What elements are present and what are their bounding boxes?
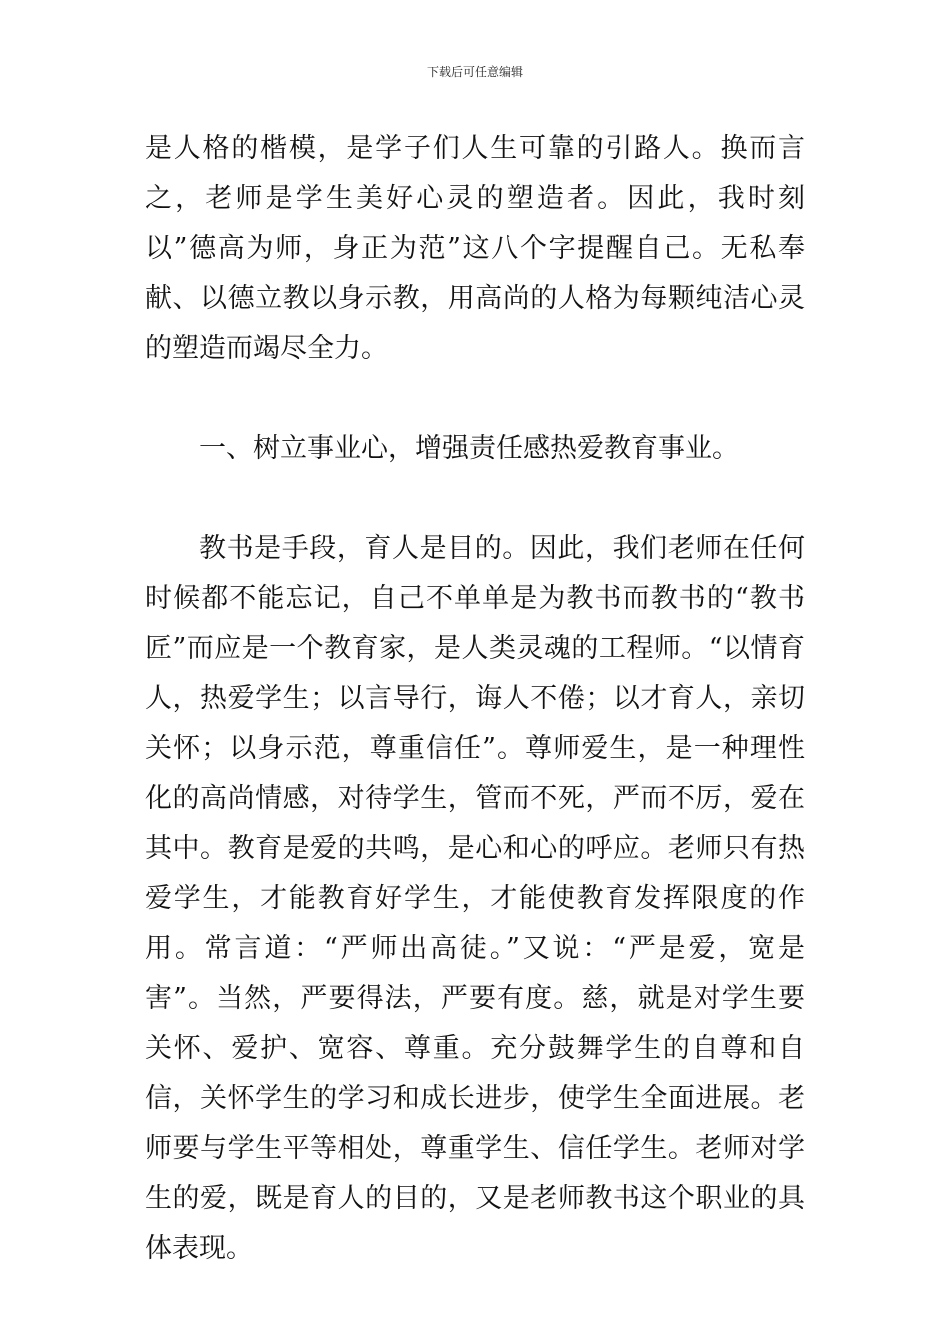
body-paragraph: 是人格的楷模，是学子们人生可靠的引路人。换而言之，老师是学生美好心灵的塑造者。因此，我时刻以”德高为师，身正为范”这八个字提醒自己。无私奉献、以德立教以身示教，用高尚的人格为每颗纯洁心灵的塑造而竭尽全力。	[145, 133, 805, 364]
header-note: 下载后可任意编辑	[426, 65, 523, 79]
body-paragraph: 教书是手段，育人是目的。因此，我们老师在任何时候都不能忘记，自己不单单是为教书而教书的“教书匠”而应是一个教育家，是人类灵魂的工程师。“以情育人，热爱学生；以言导行，诲人不倦；以才育人，亲切关怀；以身示范，尊重信任”。尊师爱生，是一种理性化的高尚情感，对待学生，管而不死，严而不厉，爱在其中。教育是爱的共鸣，是心和心的呼应。老师只有热爱学生，才能教育好学生，才能使教育发挥限度的作用。常言道：“严师出高徒。”又说：“严是爱，宽是害”。当然，严要得法，严要有度。慈，就是对学生要关怀、爱护、宽容、尊重。充分鼓舞学生的自尊和自信，关怀学生的学习和成长进步，使学生全面进展。老师要与学生平等相处，尊重学生、信任学生。老师对学生的爱，既是育人的目的，又是老师教书这个职业的具体表现。	[145, 533, 805, 1264]
section-heading: 一、树立事业心，增强责任感热爱教育事业。	[199, 433, 739, 464]
